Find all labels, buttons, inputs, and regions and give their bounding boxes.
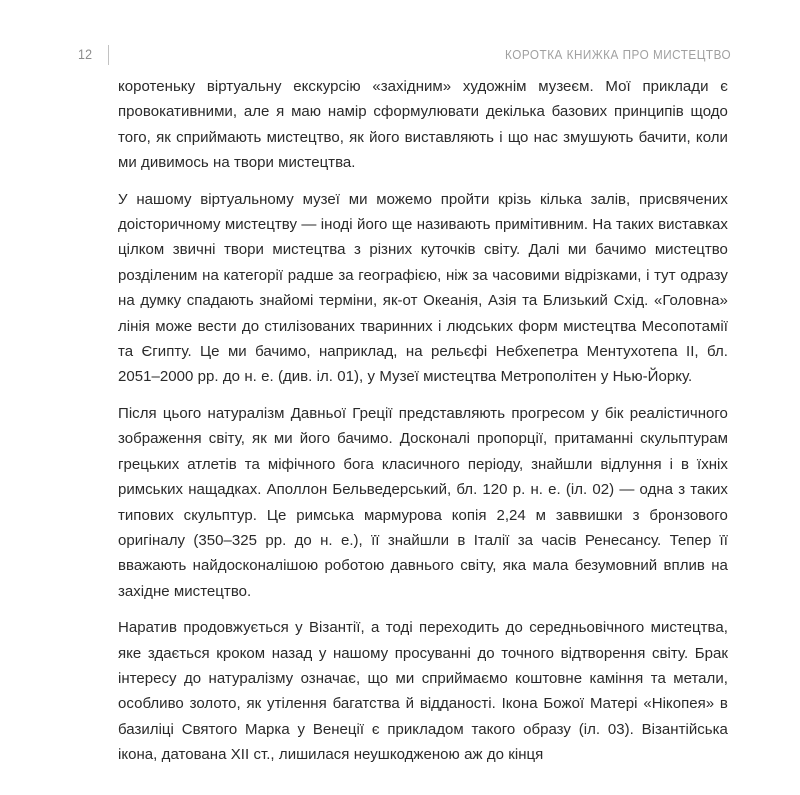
body-paragraph-1: коротеньку віртуальну екскурсію «західним» художнім музеєм. Мої приклади є провокативними, але я маю намір сформулювати декілька базових принципів щодо того, як сприймають мистецтво, як його виставляють і що нас змушують бачити, коли ми дивимось на твори мистецтва. xyxy=(118,78,728,172)
folio-divider-rule xyxy=(108,45,109,65)
page-number: 12 xyxy=(78,47,93,63)
body-paragraph-3: Після цього натуралізм Давньої Греції представляють прогресом у бік реалістичного зображення світу, як ми його бачимо. Досконалі пропорції, притаманні скульптурам грецьких атлетів та міфічного бога класичного періоду, знайшли відлуння і в їхніх римських нащадках. Аполлон Бельведерський, бл. 120 р. н. е. (іл. 02) — одна з таких типових скульптур. Це римська мармурова копія 2,24 м заввишки з бронзового оригіналу (350–325 рр. до н. е.), її знайшли в Італії за часів Ренесансу. Тепер її вважають найдосконалішою роботою давнього світу, яка мала безумовний вплив на західне мистецтво. xyxy=(118,404,728,600)
body-paragraph-4: Наратив продовжується у Візантії, а тоді переходить до середньовічного мистецтва, яке здається кроком назад у нашому просуванні до точного відтворення світу. Брак інтересу до натуралізму означає, що ми сприймаємо коштовне каміння та метали, особливо золото, як утілення багатства й відданості. Ікона Божої Матері «Нікопея» в базиліці Святого Марка у Венеції є прикладом такого образу (іл. 03). Візантійська ікона, датована XII ст., лишилася неушкодженою аж до кінця xyxy=(118,619,728,764)
running-head xyxy=(78,44,731,66)
running-head-title: КОРОТКА КНИЖКА ПРО МИСТЕЦТВО xyxy=(504,47,731,62)
body-paragraph-2: У нашому віртуальному музеї ми можемо пройти крізь кілька залів, присвячених доісторичному мистецтву — іноді його ще називають примітивним. На таких виставках цілком звичні твори мистецтва з різних куточків світу. Далі ми бачимо мистецтво розділеним на категорії радше за географією, ніж за часовими відрізками, і тут одразу на думку спадають знайомі терміни, як-от Океанія, Азія та Близький Схід. «Головна» лінія може вести до стилізованих тваринних і людських форм мистецтва Месопотамії та Єгипту. Це ми бачимо, наприклад, на рельєфі Небхепетра Ментухотепа II, бл. 2051–2000 рр. до н. е. (див. іл. 01), у Музеї мистецтва Метрополітен у Нью-Йорку. xyxy=(118,190,728,386)
folio-group xyxy=(78,45,109,65)
body-text-block xyxy=(118,74,731,768)
